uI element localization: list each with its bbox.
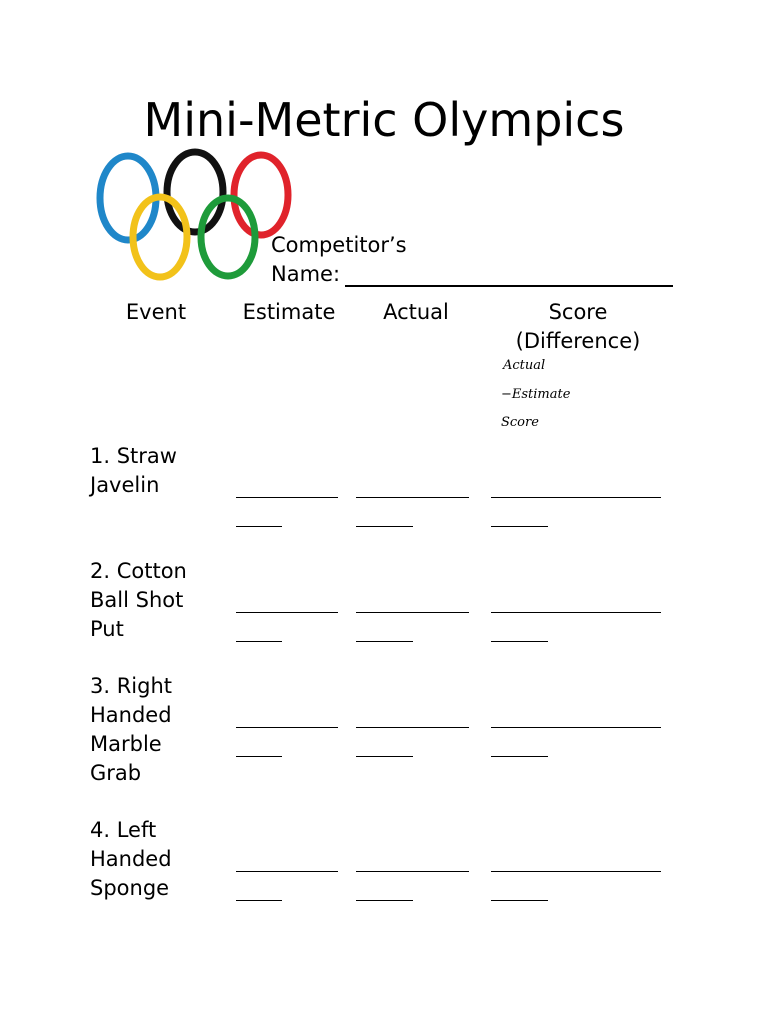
score-blank-short-1[interactable] — [491, 526, 548, 527]
actual-blank-short-1[interactable] — [356, 526, 413, 527]
actual-blank-short-2[interactable] — [356, 641, 413, 642]
score-blank-short-4[interactable] — [491, 900, 548, 901]
event-label-line: Put — [90, 617, 124, 641]
score-blank-short-2[interactable] — [491, 641, 548, 642]
event-label-4 — [90, 816, 230, 903]
estimate-blank-long-4[interactable] — [236, 871, 338, 872]
score-header-line-2: (Difference) — [515, 329, 641, 353]
formula-score: Score — [501, 415, 539, 430]
actual-blank-long-4[interactable] — [356, 871, 469, 872]
estimate-blank-short-1[interactable] — [236, 526, 282, 527]
estimate-blank-long-1[interactable] — [236, 497, 338, 498]
estimate-blank-long-2[interactable] — [236, 612, 338, 613]
competitor-label-line-2: Name: — [271, 262, 341, 286]
event-label-line: Marble — [90, 732, 162, 756]
event-label-line: Handed — [90, 847, 172, 871]
formula-actual: Actual — [503, 358, 546, 373]
score-blank-short-3[interactable] — [491, 756, 548, 757]
competitor-name-label — [271, 231, 407, 289]
event-label-3 — [90, 672, 230, 788]
actual-blank-short-4[interactable] — [356, 900, 413, 901]
score-blank-long-1[interactable] — [491, 497, 661, 498]
event-label-2 — [90, 557, 230, 644]
event-label-line: Handed — [90, 703, 172, 727]
red-ring — [234, 155, 288, 235]
page-title: Mini-Metric Olympics — [143, 93, 625, 147]
score-blank-long-4[interactable] — [491, 871, 661, 872]
event-label-line: Sponge — [90, 876, 170, 900]
column-header-actual: Actual — [383, 300, 449, 324]
competitor-name-blank[interactable] — [345, 285, 673, 287]
actual-blank-long-3[interactable] — [356, 727, 469, 728]
event-label-line: 3. Right — [90, 674, 173, 698]
score-blank-long-3[interactable] — [491, 727, 661, 728]
estimate-blank-short-3[interactable] — [236, 756, 282, 757]
score-blank-long-2[interactable] — [491, 612, 661, 613]
green-ring — [201, 198, 255, 276]
actual-blank-long-1[interactable] — [356, 497, 469, 498]
column-header-score — [488, 298, 668, 356]
column-header-event: Event — [125, 300, 187, 324]
column-header-estimate: Estimate — [242, 300, 336, 324]
event-label-line: 2. Cotton — [90, 559, 187, 583]
event-label-1 — [90, 442, 230, 500]
actual-blank-long-2[interactable] — [356, 612, 469, 613]
competitor-label-line-1: Competitor’s — [271, 233, 407, 257]
black-ring — [167, 152, 223, 232]
event-label-line: Ball Shot — [90, 588, 184, 612]
estimate-blank-short-4[interactable] — [236, 900, 282, 901]
event-label-line: 1. Straw — [90, 444, 177, 468]
formula-minus-estimate: −Estimate — [501, 387, 571, 402]
olympic-rings-logo — [92, 148, 298, 282]
event-label-line: Javelin — [90, 473, 160, 497]
actual-blank-short-3[interactable] — [356, 756, 413, 757]
score-header-line-1: Score — [548, 300, 608, 324]
estimate-blank-long-3[interactable] — [236, 727, 338, 728]
estimate-blank-short-2[interactable] — [236, 641, 282, 642]
event-label-line: 4. Left — [90, 818, 157, 842]
event-label-line: Grab — [90, 761, 142, 785]
